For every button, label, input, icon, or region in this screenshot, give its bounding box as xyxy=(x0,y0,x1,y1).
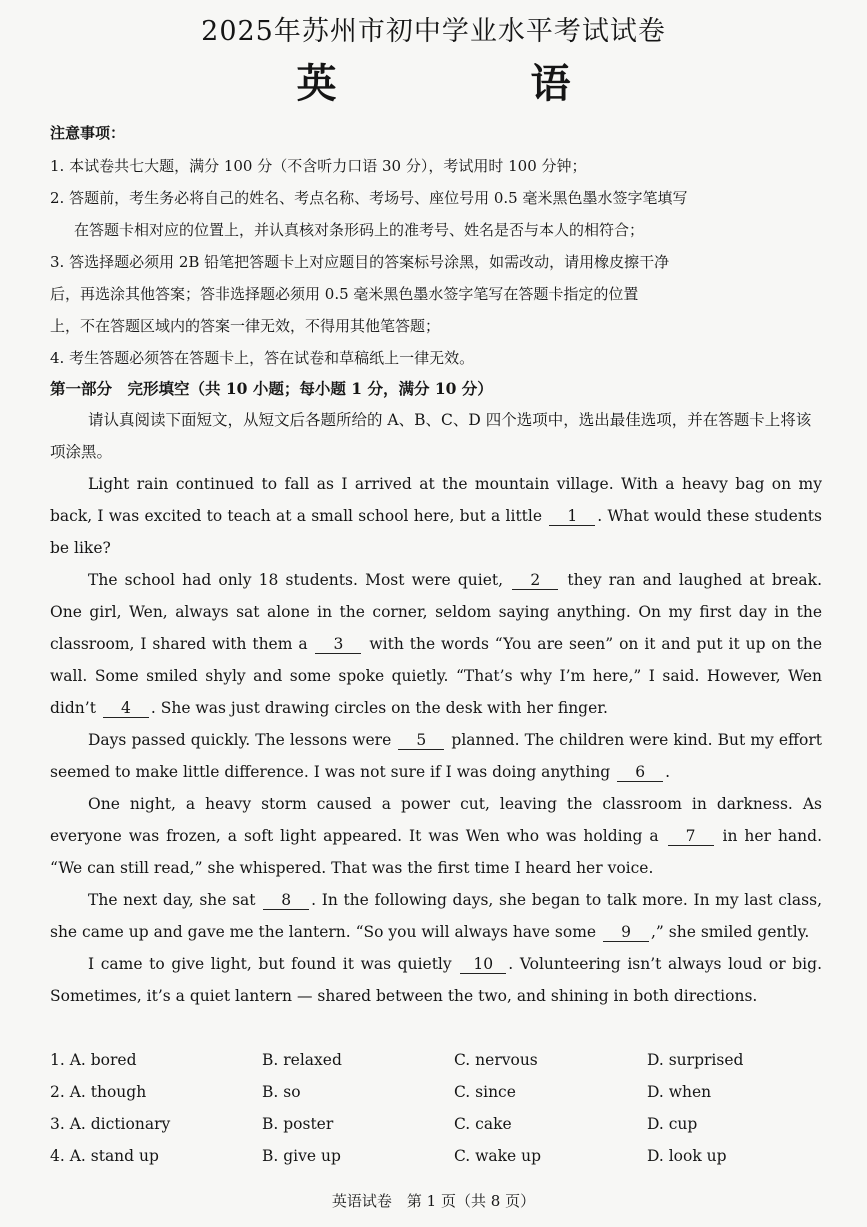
blank-9: 9 xyxy=(603,923,649,942)
passage-text: . What would these students be like? xyxy=(50,507,822,557)
passage-text: Light rain continued to fall as I arrived at the mountain village. With a heavy bag on my back, I was excited to teach at a small school here, but a little xyxy=(50,475,822,525)
option-1b: B. relaxed xyxy=(262,1051,342,1069)
note-item-1 xyxy=(50,150,822,182)
option-1c: C. nervous xyxy=(454,1051,538,1069)
option-4d: D. look up xyxy=(647,1147,727,1165)
passage-paragraph-5 xyxy=(50,884,822,948)
blank-2: 2 xyxy=(512,571,558,590)
question-3-options xyxy=(50,1108,822,1140)
blank-3: 3 xyxy=(315,635,361,654)
passage-text: ,” she smiled gently. xyxy=(651,923,810,941)
passage-paragraph-2 xyxy=(50,564,822,724)
option-4c: C. wake up xyxy=(454,1147,542,1165)
note-2-line-1: 2. 答题前，考生务必将自己的姓名、考点名称、考场号、座位号用 0.5 毫米黑色墨水签字笔填写 xyxy=(50,189,688,207)
notes-heading: 注意事项： xyxy=(50,124,126,142)
blank-1: 1 xyxy=(549,507,595,526)
passage-text: . In the following days, she began to talk more. In my last class, she came up and gave me the lantern. “So you will always have some xyxy=(50,891,823,941)
note-3-line-3: 上，不在答题区域内的答案一律无效，不得用其他笔答题； xyxy=(50,317,441,335)
passage-paragraph-4 xyxy=(50,788,822,884)
passage-text: . Volunteering isn’t always loud or big. Sometimes, it’s a quiet lantern — shared between the two, and shining in both directions. xyxy=(50,955,822,1005)
blank-4: 4 xyxy=(103,699,149,718)
option-3b: B. poster xyxy=(262,1115,334,1133)
passage-text: they ran and laughed at break. One girl, Wen, always sat alone in the corner, seldom saying anything. On my first day in the classroom, I shared with them a xyxy=(50,571,822,653)
option-2d: D. when xyxy=(647,1083,712,1101)
option-4b: B. give up xyxy=(262,1147,341,1165)
exam-title: 2025年苏州市初中学业水平考试试卷 xyxy=(201,16,666,47)
option-3d: D. cup xyxy=(647,1115,698,1133)
passage-text: with the words “You are seen” on it and put it up on the wall. Some smiled shyly and some spoke quietly. “That’s why I’m here,” I said. However, Wen didn’t xyxy=(50,635,822,717)
passage-text: . She was just drawing circles on the desk with her finger. xyxy=(150,699,608,717)
note-3-line-2: 后，再选涂其他答案；答非选择题必须用 0.5 毫米黑色墨水签字笔写在答题卡指定的位置 xyxy=(50,285,639,303)
page-footer: 英语试卷 第 1 页（共 8 页） xyxy=(331,1192,536,1210)
option-2a: 2. A. though xyxy=(50,1083,147,1101)
note-3-line-1: 3. 答选择题必须用 2B 铅笔把答题卡上对应题目的答案标号涂黑，如需改动，请用橡皮擦干净 xyxy=(50,253,670,271)
subject-text: 英 语 xyxy=(296,60,641,107)
question-4-options xyxy=(50,1140,822,1172)
option-2c: C. since xyxy=(454,1083,516,1101)
note-4-line-1: 4. 考生答题必须答在答题卡上，答在试卷和草稿纸上一律无效。 xyxy=(50,349,475,367)
note-1-line-1: 1. 本试卷共七大题，满分 100 分（不含听力口语 30 分），考试用时 100 分钟； xyxy=(50,157,587,175)
option-3c: C. cake xyxy=(454,1115,512,1133)
passage-text: I came to give light, but found it was quietly xyxy=(88,955,459,973)
passage-text: One night, a heavy storm caused a power cut, leaving the classroom in darkness. As everyone was frozen, a soft light appeared. It was Wen who was holding a xyxy=(50,795,822,845)
option-2b: B. so xyxy=(262,1083,301,1101)
part-one-heading: 第一部分 完形填空（共 10 小题；每小题 1 分，满分 10 分） xyxy=(50,379,493,398)
note-item-2 xyxy=(50,182,822,246)
option-4a: 4. A. stand up xyxy=(50,1147,159,1165)
note-2-line-2: 在答题卡相对应的位置上，并认真核对条形码上的准考号、姓名是否与本人的相符合； xyxy=(74,221,645,239)
passage-text: Days passed quickly. The lessons were xyxy=(88,731,397,749)
note-item-3 xyxy=(50,246,822,342)
subject-title xyxy=(0,58,867,110)
blank-10: 10 xyxy=(460,955,506,974)
passage-paragraph-6 xyxy=(50,948,822,1012)
question-2-options xyxy=(50,1076,822,1108)
option-1d: D. surprised xyxy=(647,1051,744,1069)
passage-text: . xyxy=(665,763,671,781)
passage-text: The next day, she sat xyxy=(88,891,262,909)
passage-text: in her hand. “We can still read,” she whispered. That was the first time I heard her voice. xyxy=(50,827,823,877)
blank-8: 8 xyxy=(263,891,309,910)
answer-options xyxy=(50,1044,822,1172)
passage-paragraph-3 xyxy=(50,724,822,788)
blank-5: 5 xyxy=(398,731,444,750)
blank-7: 7 xyxy=(668,827,714,846)
option-3a: 3. A. dictionary xyxy=(50,1115,171,1133)
blank-6: 6 xyxy=(617,763,663,782)
passage-text: The school had only 18 students. Most were quiet, xyxy=(88,571,511,589)
question-1-options xyxy=(50,1044,822,1076)
note-item-4 xyxy=(50,342,822,374)
cloze-passage xyxy=(50,468,822,1012)
passage-text: planned. The children were kind. But my effort seemed to make little difference. I was not sure if I was doing anything xyxy=(50,731,822,781)
passage-paragraph-1 xyxy=(50,468,822,564)
option-1a: 1. A. bored xyxy=(50,1051,137,1069)
part-one-instruction: 请认真阅读下面短文，从短文后各题所给的 A、B、C、D 四个选项中，选出最佳选项，并在答题卡上将该项涂黑。 xyxy=(50,411,812,461)
